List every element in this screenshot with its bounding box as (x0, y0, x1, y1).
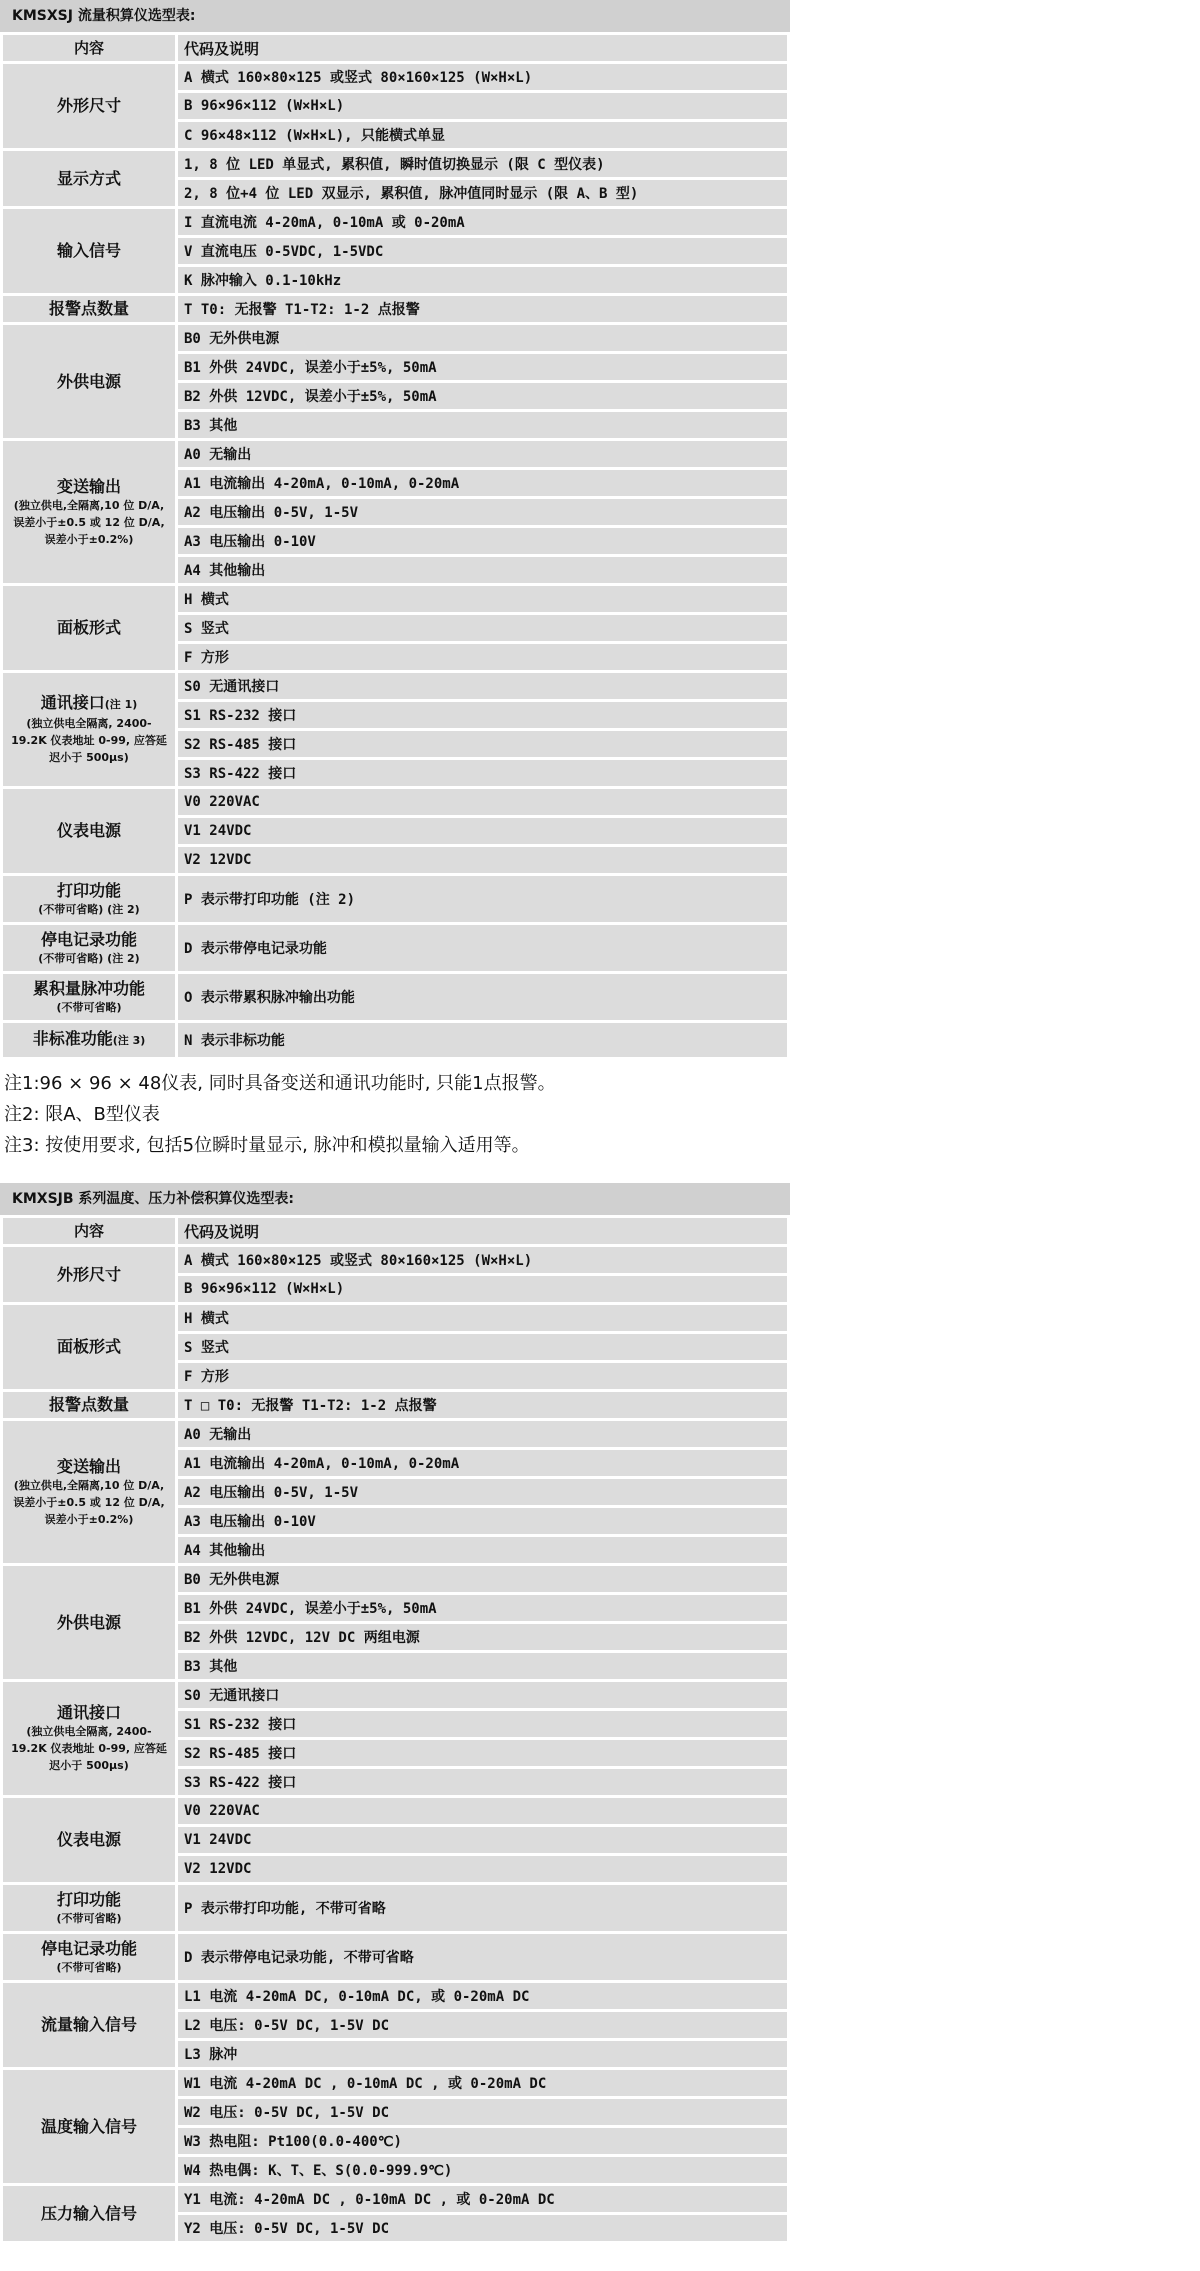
code-description-cell: A4 其他输出 (178, 1537, 787, 1563)
note-1: 注1:96 × 96 × 48仪表, 同时具备变送和通讯功能时, 只能1点报警。 (4, 1073, 556, 1094)
table-row (3, 2070, 787, 2096)
code-description-cell: L2 电压: 0-5V DC, 1-5V DC (178, 2012, 787, 2038)
category-cell (3, 789, 175, 873)
selection-table-kmsxsj (0, 32, 790, 1060)
code-description-cell: B2 外供 12VDC, 12V DC 两组电源 (178, 1624, 787, 1650)
category-subnote: (独立供电,全隔离,10 位 D/A, 误差小于±0.5 或 12 位 D/A,误差小于±0.2%) (13, 1478, 165, 1526)
category-label: 报警点数量 (48, 1395, 129, 1414)
category-label: 通讯接口 (40, 693, 105, 712)
table-row (3, 1983, 787, 2009)
code-description-cell: W2 电压: 0-5V DC, 1-5V DC (178, 2099, 787, 2125)
code-description-cell: A 横式 160×80×125 或竖式 80×160×125 (W×H×L) (178, 1247, 787, 1273)
code-description-cell: D 表示带停电记录功能, 不带可省略 (178, 1934, 787, 1980)
category-cell (3, 925, 175, 971)
header-code-description: 代码及说明 (178, 35, 787, 61)
category-cell (3, 1421, 175, 1563)
table-row (3, 586, 787, 612)
category-cell (3, 64, 175, 148)
table-row (3, 1392, 787, 1418)
table-row (3, 1247, 787, 1273)
code-description-cell: L1 电流 4-20mA DC, 0-10mA DC, 或 0-20mA DC (178, 1983, 787, 2009)
code-description-cell: H 横式 (178, 586, 787, 612)
table-row (3, 1023, 787, 1057)
category-note: (注 3) (112, 1034, 146, 1047)
code-description-cell: V 直流电压 0-5VDC, 1-5VDC (178, 238, 787, 264)
category-label: 停电记录功能 (40, 1938, 137, 1958)
category-cell (3, 1983, 175, 2067)
category-label: 流量输入信号 (40, 2015, 137, 2034)
code-description-cell: D 表示带停电记录功能 (178, 925, 787, 971)
category-cell (3, 586, 175, 670)
code-description-cell: 2, 8 位+4 位 LED 双显示, 累积值, 脉冲值同时显示 (限 A、B 型) (178, 180, 787, 206)
code-description-cell: P 表示带打印功能 (注 2) (178, 876, 787, 922)
category-subnote: (独立供电全隔离, 2400-19.2K 仪表地址 0-99, 应答延迟小于 500μs) (11, 717, 167, 764)
code-description-cell: C 96×48×112 (W×H×L), 只能横式单显 (178, 122, 787, 148)
table-row (3, 151, 787, 177)
note-3: 注3: 按使用要求, 包括5位瞬时量显示, 脉冲和模拟量输入适用等。 (4, 1135, 530, 1156)
category-subnote: (不带可省略) (注 2) (38, 902, 140, 916)
code-description-cell: A 横式 160×80×125 或竖式 80×160×125 (W×H×L) (178, 64, 787, 90)
code-description-cell: S0 无通讯接口 (178, 1682, 787, 1708)
code-description-cell: S 竖式 (178, 615, 787, 641)
table-row (3, 1934, 787, 1980)
category-label: 外形尺寸 (56, 96, 121, 115)
code-description-cell: A2 电压输出 0-5V, 1-5V (178, 1479, 787, 1505)
code-description-cell: L3 脉冲 (178, 2041, 787, 2067)
category-cell (3, 673, 175, 786)
category-label: 打印功能 (56, 880, 121, 900)
category-label: 面板形式 (56, 1337, 121, 1356)
code-description-cell: A1 电流输出 4-20mA, 0-10mA, 0-20mA (178, 470, 787, 496)
category-label: 外形尺寸 (56, 1264, 121, 1284)
category-label: 外供电源 (56, 371, 121, 391)
category-subnote: (不带可省略) (56, 1911, 122, 1925)
category-cell (3, 151, 175, 206)
category-label: 非标准功能 (32, 1029, 113, 1048)
category-label: 变送输出 (56, 476, 121, 496)
table-row (3, 1798, 787, 1824)
code-description-cell: S2 RS-485 接口 (178, 731, 787, 757)
category-label: 仪表电源 (56, 1830, 121, 1849)
category-subnote: (不带可省略) (56, 1960, 122, 1974)
table-row (3, 296, 787, 322)
category-cell (3, 1934, 175, 1980)
code-description-cell: S 竖式 (178, 1334, 787, 1360)
category-label: 报警点数量 (48, 299, 129, 318)
category-label: 显示方式 (56, 168, 121, 188)
code-description-cell: A0 无输出 (178, 1421, 787, 1447)
table-row (3, 325, 787, 351)
category-cell (3, 1392, 175, 1418)
category-cell (3, 2186, 175, 2241)
table-row (3, 974, 787, 1020)
category-label: 压力输入信号 (40, 2203, 137, 2223)
code-description-cell: T □ T0: 无报警 T1-T2: 1-2 点报警 (178, 1392, 787, 1418)
code-description-cell: A4 其他输出 (178, 557, 787, 583)
category-cell (3, 325, 175, 438)
code-description-cell: S1 RS-232 接口 (178, 702, 787, 728)
header-content: 内容 (3, 35, 175, 61)
table-row (3, 64, 787, 90)
code-description-cell: H 横式 (178, 1305, 787, 1331)
code-description-cell: A3 电压输出 0-10V (178, 528, 787, 554)
category-subnote: (不带可省略) (56, 1000, 122, 1014)
code-description-cell: V2 12VDC (178, 1856, 787, 1882)
category-label: 外供电源 (56, 1612, 121, 1632)
code-description-cell: V1 24VDC (178, 1827, 787, 1853)
code-description-cell: S2 RS-485 接口 (178, 1740, 787, 1766)
code-description-cell: S1 RS-232 接口 (178, 1711, 787, 1737)
code-description-cell: W3 热电阻: Pt100(0.0-400℃) (178, 2128, 787, 2154)
section1-title: KMSXSJ 流量积算仪选型表: (0, 0, 790, 32)
category-label: 通讯接口 (56, 1703, 121, 1722)
category-subnote: (不带可省略) (注 2) (38, 951, 140, 965)
category-cell (3, 974, 175, 1020)
category-cell (3, 1682, 175, 1795)
code-description-cell: S3 RS-422 接口 (178, 760, 787, 786)
header-row (3, 1218, 787, 1244)
category-cell (3, 441, 175, 583)
code-description-cell: T T0: 无报警 T1-T2: 1-2 点报警 (178, 296, 787, 322)
header-content: 内容 (3, 1218, 175, 1244)
code-description-cell: B0 无外供电源 (178, 325, 787, 351)
category-subnote: (独立供电全隔离, 2400-19.2K 仪表地址 0-99, 应答延迟小于 500μs) (11, 1725, 167, 1772)
category-cell (3, 1566, 175, 1679)
section2-title: KMXSJB 系列温度、压力补偿积算仪选型表: (0, 1183, 790, 1215)
table-row (3, 441, 787, 467)
note-2: 注2: 限A、B型仪表 (4, 1104, 160, 1125)
code-description-cell: Y1 电流: 4-20mA DC , 0-10mA DC , 或 0-20mA DC (178, 2186, 787, 2212)
code-description-cell: A2 电压输出 0-5V, 1-5V (178, 499, 787, 525)
table-row (3, 1682, 787, 1708)
table-row (3, 2186, 787, 2212)
code-description-cell: B3 其他 (178, 1653, 787, 1679)
category-cell (3, 1885, 175, 1931)
category-cell (3, 1247, 175, 1302)
code-description-cell: Y2 电压: 0-5V DC, 1-5V DC (178, 2215, 787, 2241)
code-description-cell: F 方形 (178, 1363, 787, 1389)
code-description-cell: S0 无通讯接口 (178, 673, 787, 699)
code-description-cell: V0 220VAC (178, 789, 787, 815)
table-row (3, 673, 787, 699)
code-description-cell: V0 220VAC (178, 1798, 787, 1824)
category-cell (3, 2070, 175, 2183)
code-description-cell: A0 无输出 (178, 441, 787, 467)
code-description-cell: B1 外供 24VDC, 误差小于±5%, 50mA (178, 354, 787, 380)
category-cell (3, 1305, 175, 1389)
category-cell (3, 1023, 175, 1057)
table-row (3, 925, 787, 971)
code-description-cell: 1, 8 位 LED 单显式, 累积值, 瞬时值切换显示 (限 C 型仪表) (178, 151, 787, 177)
code-description-cell: F 方形 (178, 644, 787, 670)
category-subnote: (独立供电,全隔离,10 位 D/A, 误差小于±0.5 或 12 位 D/A,误差小于±0.2%) (13, 498, 165, 546)
code-description-cell: O 表示带累积脉冲输出功能 (178, 974, 787, 1020)
category-cell (3, 209, 175, 293)
code-description-cell: B 96×96×112 (W×H×L) (178, 1276, 787, 1302)
table-row (3, 876, 787, 922)
notes-block (0, 1060, 790, 1175)
table-row (3, 1566, 787, 1592)
code-description-cell: P 表示带打印功能, 不带可省略 (178, 1885, 787, 1931)
category-label: 打印功能 (56, 1889, 121, 1909)
code-description-cell: B1 外供 24VDC, 误差小于±5%, 50mA (178, 1595, 787, 1621)
code-description-cell: V1 24VDC (178, 818, 787, 844)
code-description-cell: V2 12VDC (178, 847, 787, 873)
code-description-cell: K 脉冲输入 0.1-10kHz (178, 267, 787, 293)
table-row (3, 209, 787, 235)
table-row (3, 1885, 787, 1931)
table-row (3, 1421, 787, 1447)
category-label: 输入信号 (56, 241, 121, 260)
code-description-cell: N 表示非标功能 (178, 1023, 787, 1057)
code-description-cell: S3 RS-422 接口 (178, 1769, 787, 1795)
category-label: 面板形式 (56, 618, 121, 637)
header-code-description: 代码及说明 (178, 1218, 787, 1244)
category-cell (3, 1798, 175, 1882)
category-label: 变送输出 (56, 1456, 121, 1476)
selection-table-kmxsjb (0, 1215, 790, 2244)
code-description-cell: B 96×96×112 (W×H×L) (178, 93, 787, 119)
category-note: (注 1) (104, 698, 138, 711)
category-label: 累积量脉冲功能 (32, 978, 145, 998)
code-description-cell: B0 无外供电源 (178, 1566, 787, 1592)
code-description-cell: B3 其他 (178, 412, 787, 438)
code-description-cell: A3 电压输出 0-10V (178, 1508, 787, 1534)
category-cell (3, 296, 175, 322)
table-row (3, 789, 787, 815)
code-description-cell: W4 热电偶: K、T、E、S(0.0-999.9℃) (178, 2157, 787, 2183)
table-row (3, 1305, 787, 1331)
code-description-cell: A1 电流输出 4-20mA, 0-10mA, 0-20mA (178, 1450, 787, 1476)
category-label: 仪表电源 (56, 821, 121, 840)
code-description-cell: W1 电流 4-20mA DC , 0-10mA DC , 或 0-20mA DC (178, 2070, 787, 2096)
code-description-cell: B2 外供 12VDC, 误差小于±5%, 50mA (178, 383, 787, 409)
code-description-cell: I 直流电流 4-20mA, 0-10mA 或 0-20mA (178, 209, 787, 235)
category-label: 温度输入信号 (40, 2116, 137, 2136)
category-label: 停电记录功能 (40, 929, 137, 949)
header-row (3, 35, 787, 61)
category-cell (3, 876, 175, 922)
